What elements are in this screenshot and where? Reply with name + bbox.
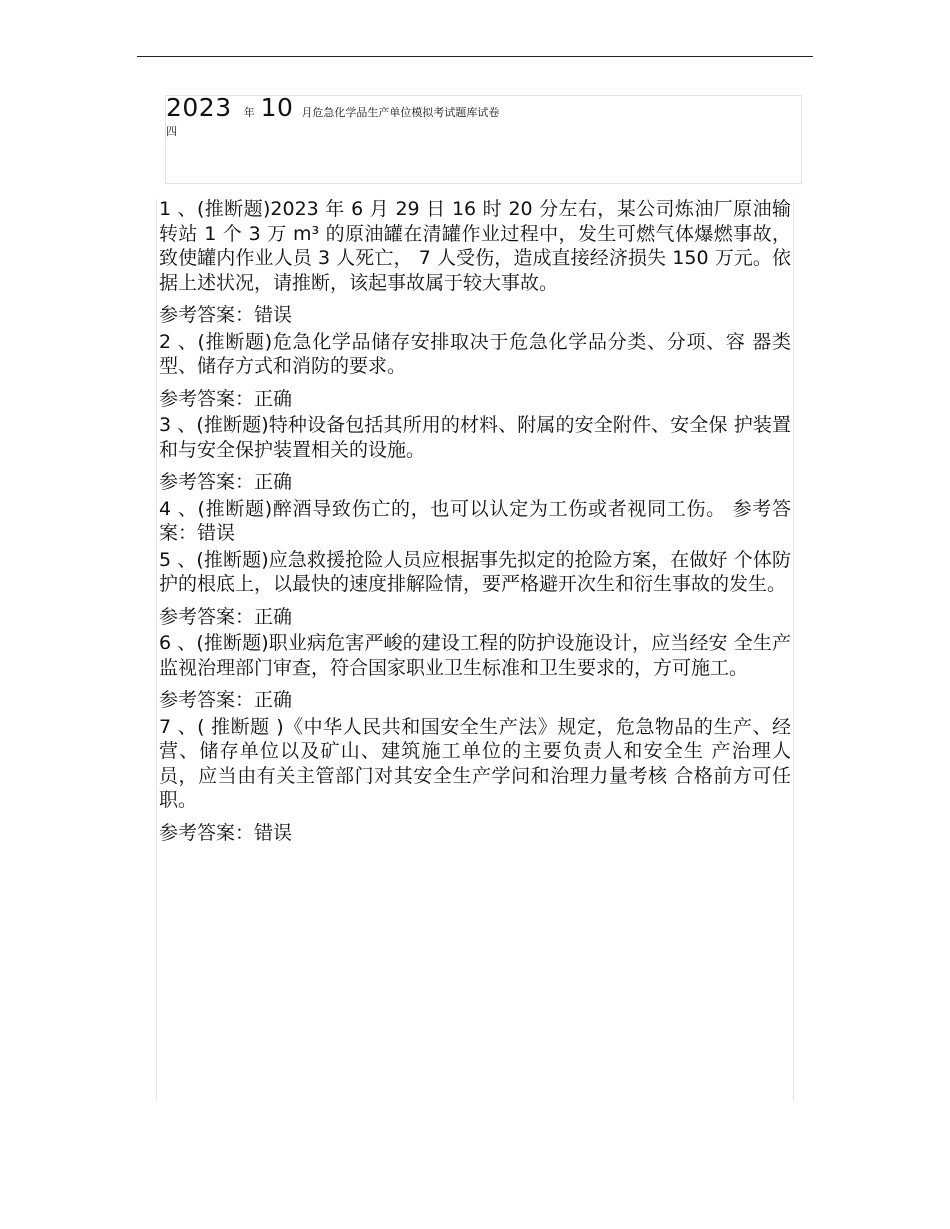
question-6: 6 、(推断题)职业病危害严峻的建设工程的防护设施设计，应当经安 全生产监视治理部门审查，符合国家职业卫生标准和卫生要求的，方可施工。 <box>159 632 791 679</box>
question-2: 2 、(推断题)危急化学品储存安排取决于危急化学品分类、分项、容 器类型、储存方式和消防的要求。 <box>159 330 791 377</box>
answer-7: 参考答案：错误 <box>159 821 293 844</box>
title-continuation: 四 <box>166 125 177 138</box>
question-4: 4 、(推断题)醉酒导致伤亡的，也可以认定为工伤或者视同工伤。 参考答案：错误 <box>159 497 791 544</box>
title-rest: 月危急化学品生产单位模拟考试题库试卷 <box>301 106 500 119</box>
question-3: 3 、(推断题)特种设备包括其所用的材料、附属的安全附件、安全保 护装置和与安全保护装置相关的设施。 <box>159 414 791 461</box>
question-7: 7 、( 推断题 )《中华人民共和国安全生产法》规定，危急物品的生产、经营、储存单位以及矿山、建筑施工单位的主要负责人和安全生 产治理人员，应当由有关主管部门对其安全生产学问和治理力量考核 合格前方可任职。 <box>159 715 791 811</box>
answer-3: 参考答案：正确 <box>159 471 293 493</box>
answer-5: 参考答案：正确 <box>159 605 293 628</box>
document-header <box>165 95 802 184</box>
question-list <box>159 197 791 845</box>
question-5: 5 、(推断题)应急救援抢险人员应根据事先拟定的抢险方案，在做好 个体防护的根底上，以最快的速度排解险情，要严格避开次生和衍生事故的发生。 <box>159 548 791 595</box>
top-rule <box>137 56 813 57</box>
document-title <box>166 93 499 122</box>
title-month: 10 <box>260 93 294 122</box>
answer-2: 参考答案：正确 <box>159 387 293 410</box>
answer-6: 参考答案：正确 <box>159 689 293 711</box>
answer-1: 参考答案：错误 <box>159 304 293 326</box>
title-year-suffix: 年 <box>243 106 255 119</box>
title-year: 2023 <box>166 93 232 122</box>
question-1: 1 、(推断题)2023 年 6 月 29 日 16 时 20 分左右，某公司炼油厂原油输转站 1 个 3 万 m³ 的原油罐在清罐作业过程中，发生可燃气体爆燃事故，致使罐内作业人员 3 人死亡， 7 人受伤，造成直接经济损失 150 万元。依据上述状况，请推断，该起事故属于较大事故。 <box>159 198 791 294</box>
